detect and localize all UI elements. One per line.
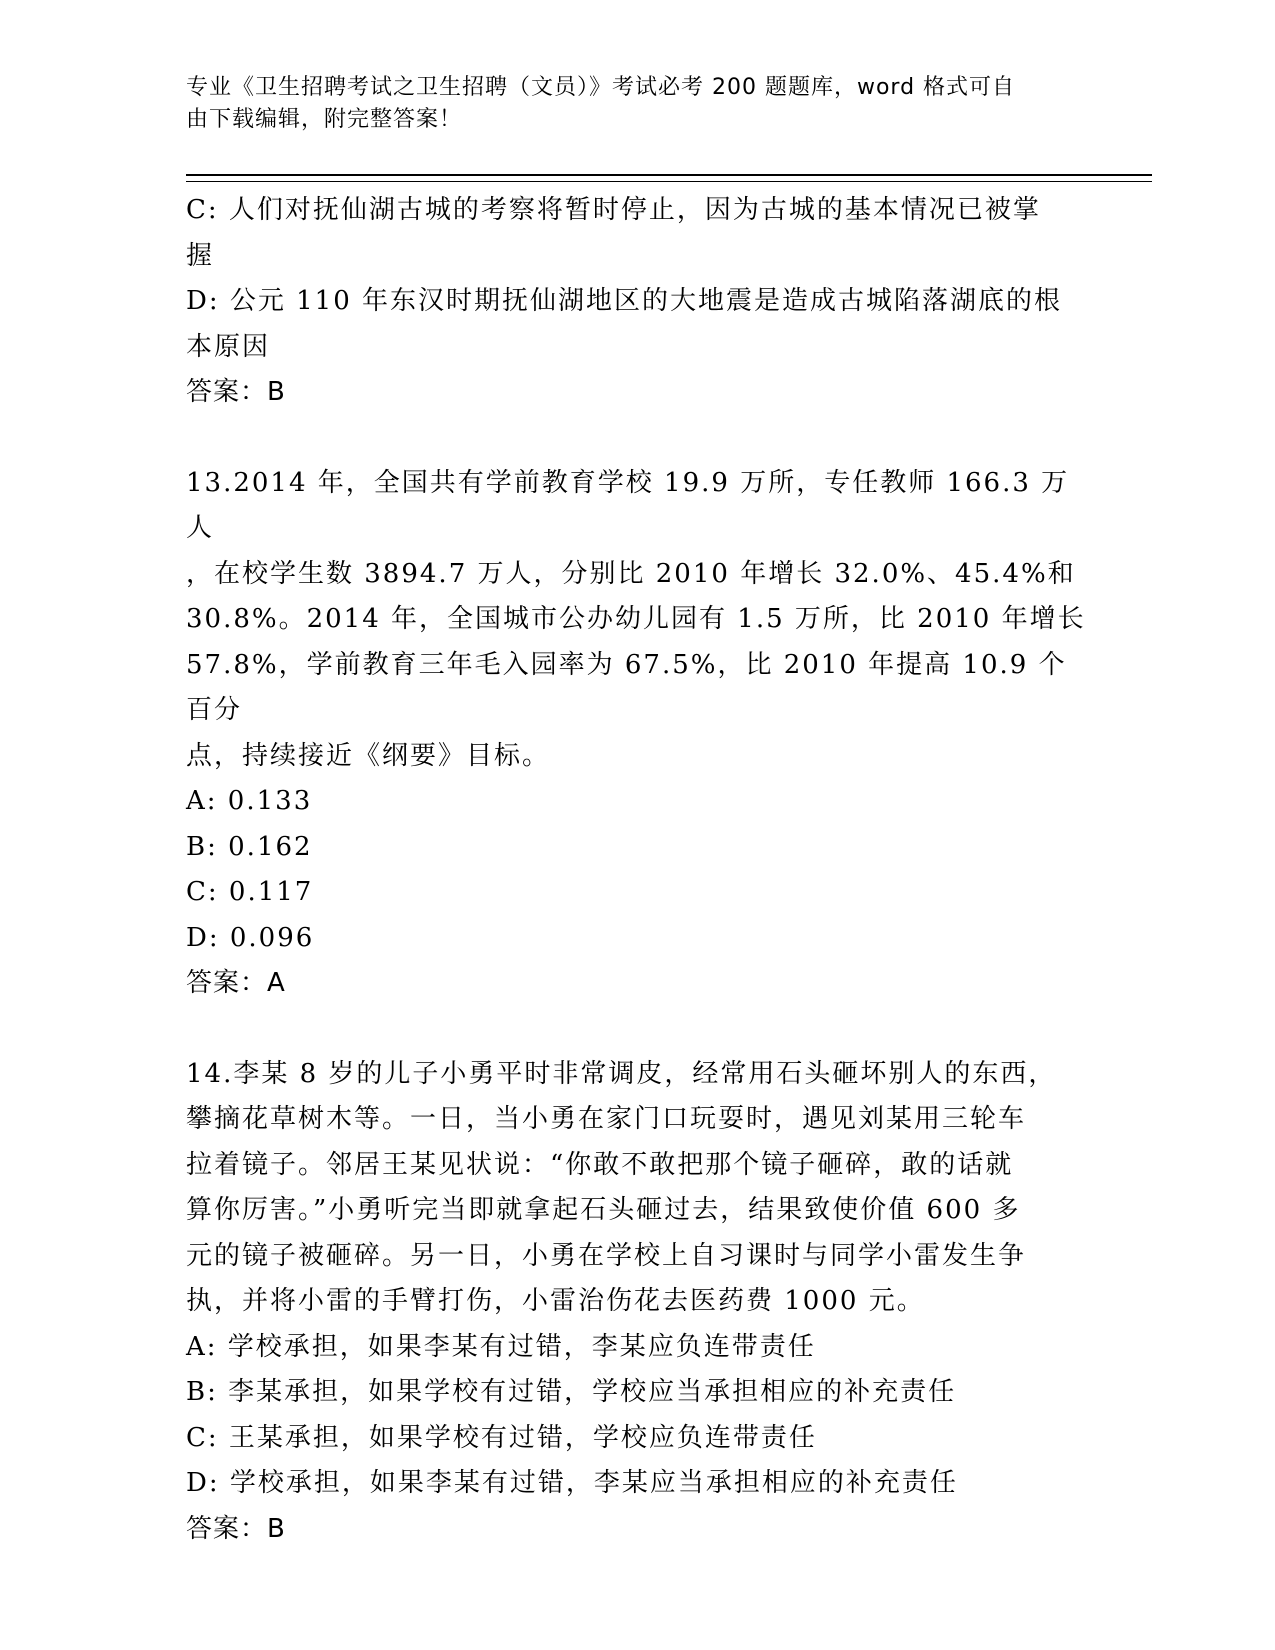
question-text-line: 拉着镜子。邻居王某见状说：“你敢不敢把那个镜子砸碎，敢的话就 bbox=[186, 1149, 1014, 1180]
question-text-line: 执，并将小雷的手臂打伤，小雷治伤花去医药费 1000 元。 bbox=[186, 1286, 925, 1316]
question-text-line: 攀摘花草树木等。一日，当小勇在家门口玩耍时，遇见刘某用三轮车 bbox=[186, 1104, 1027, 1134]
spacer bbox=[186, 1007, 1086, 1052]
answer: 答案：B bbox=[186, 1513, 286, 1544]
option-c: C: 0.117 bbox=[186, 877, 314, 907]
option-c: C: 人们对抚仙湖古城的考察将暂时停止，因为古城的基本情况已被掌 bbox=[186, 195, 1041, 225]
header-line: 专业《卫生招聘考试之卫生招聘（文员）》考试必考 200 题题库，word 格式可自 bbox=[186, 75, 1016, 100]
option-c-continued: 握 bbox=[186, 240, 215, 271]
question-text-line: ，在校学生数 3894.7 万人，分别比 2010 年增长 32.0%、45.4%和 bbox=[186, 558, 1076, 589]
option-c: C: 王某承担，如果学校有过错，学校应负连带责任 bbox=[186, 1422, 817, 1453]
answer: 答案：A bbox=[186, 968, 286, 998]
answer: 答案：B bbox=[186, 377, 286, 407]
option-d: D: 公元 110 年东汉时期抚仙湖地区的大地震是造成古城陷落湖底的根 bbox=[186, 286, 1063, 316]
header-rule-thick bbox=[186, 174, 1152, 176]
question-text-line: 算你厉害。”小勇听完当即就拿起石头砸过去，结果致使价值 600 多 bbox=[186, 1195, 1021, 1225]
header-line: 由下载编辑，附完整答案！ bbox=[186, 107, 463, 132]
question-text-line: 14.李某 8 岁的儿子小勇平时非常调皮，经常用石头砸坏别人的东西， bbox=[186, 1058, 1057, 1089]
question-13 bbox=[186, 461, 1086, 1007]
option-a: A: 学校承担，如果李某有过错，李某应负连带责任 bbox=[186, 1331, 816, 1362]
option-b: B: 李某承担，如果学校有过错，学校应当承担相应的补充责任 bbox=[186, 1377, 957, 1407]
option-d-continued: 本原因 bbox=[186, 331, 271, 362]
option-d: D: 学校承担，如果李某有过错，李某应当承担相应的补充责任 bbox=[186, 1468, 958, 1498]
spacer bbox=[186, 416, 1086, 461]
question-text-line: 13.2014 年，全国共有学前教育学校 19.9 万所，专任教师 166.3 万人 bbox=[186, 467, 1070, 543]
document-header bbox=[186, 72, 1076, 136]
question-14 bbox=[186, 1052, 1086, 1553]
header-rule-thin bbox=[186, 181, 1152, 182]
document-body bbox=[186, 188, 1086, 1552]
option-b: B: 0.162 bbox=[186, 831, 313, 862]
option-a: A: 0.133 bbox=[186, 786, 313, 816]
question-text-line: 30.8%。2014 年，全国城市公办幼儿园有 1.5 万所，比 2010 年增长 bbox=[186, 604, 1086, 634]
question-text-line: 57.8%，学前教育三年毛入园率为 67.5%，比 2010 年提高 10.9 个百分 bbox=[186, 649, 1067, 725]
question-text-line: 点，持续接近《纲要》目标。 bbox=[186, 740, 551, 771]
option-d: D: 0.096 bbox=[186, 922, 315, 953]
question-text-line: 元的镜子被砸碎。另一日，小勇在学校上自习课时与同学小雷发生争 bbox=[186, 1240, 1027, 1271]
question-12 bbox=[186, 188, 1086, 416]
